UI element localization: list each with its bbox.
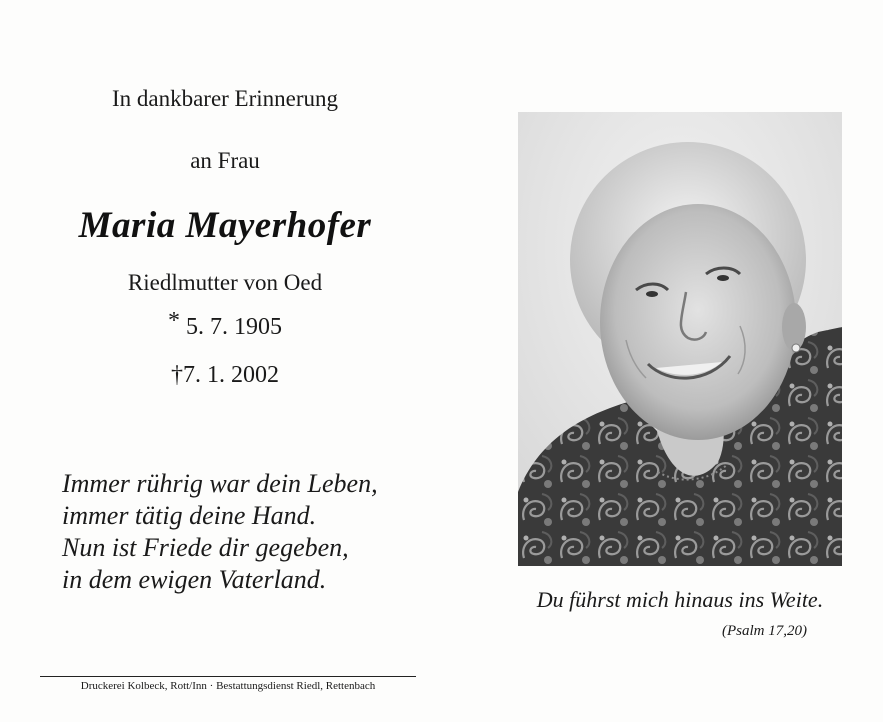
psalm-reference: (Psalm 17,20): [722, 623, 807, 639]
poem: [62, 468, 378, 596]
death-line: [40, 362, 410, 389]
poem-line: in dem ewigen Vaterland.: [62, 565, 327, 594]
poem-line: Immer rührig war dein Leben,: [62, 469, 378, 498]
intro-text: In dankbarer Erinnerung: [111, 86, 339, 111]
footer-divider: [40, 676, 416, 677]
birth-symbol: *: [168, 308, 180, 334]
poem-line: immer tätig deine Hand.: [62, 501, 317, 530]
deceased-title: Riedlmutter von Oed: [127, 270, 323, 295]
death-date: 7. 1. 2002: [183, 362, 279, 388]
printer-credit: Druckerei Kolbeck, Rott/Inn · Bestattungsdienst Riedl, Rettenbach: [80, 680, 376, 692]
poem-line: Nun ist Friede dir gegeben,: [62, 533, 349, 562]
salutation-text: an Frau: [190, 148, 260, 173]
photo-caption: Du führst mich hinaus ins Weite.: [536, 587, 824, 612]
deceased-name: Maria Mayerhofer: [78, 205, 372, 246]
death-symbol: †: [171, 362, 183, 388]
portrait-photo: [518, 112, 842, 566]
birth-line: [40, 308, 410, 341]
birth-date: 5. 7. 1905: [186, 314, 282, 340]
